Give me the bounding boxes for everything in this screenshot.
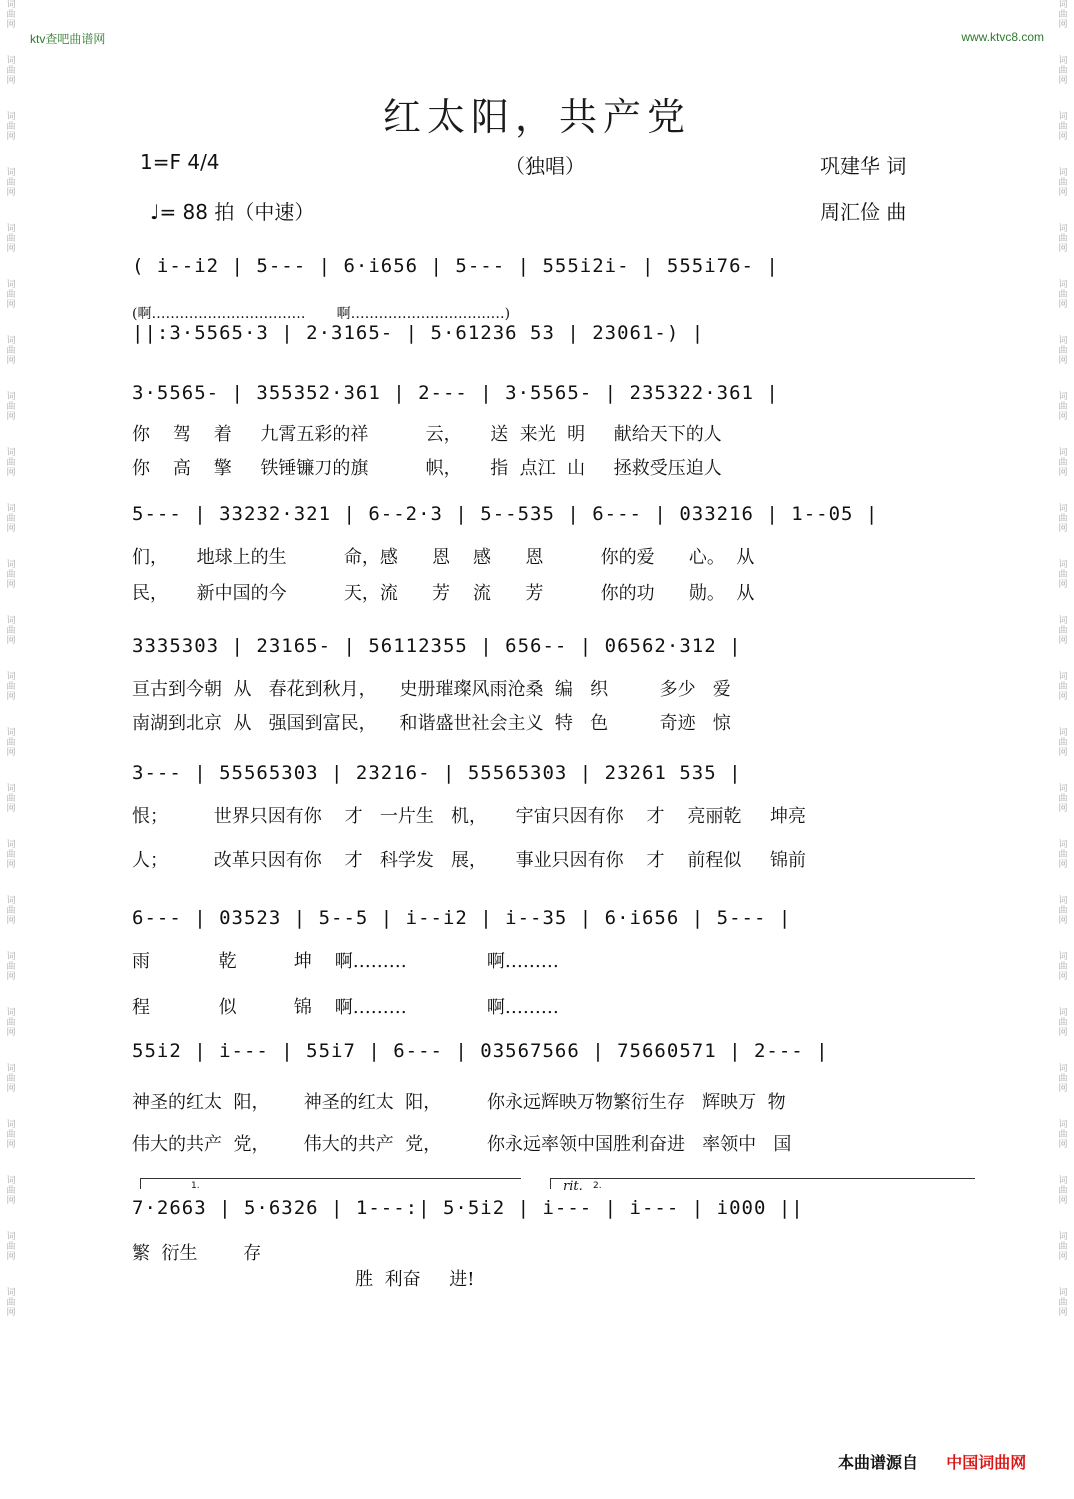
watermark-glyph: 词 曲 网: [1058, 336, 1068, 366]
lyric-line: 恨； 世界只因有你 才 一片生 机， 宇宙只因有你 才 亮丽乾 坤亮: [132, 806, 806, 827]
music-line: ||:3·5565·3 | 2·3165- | 5·61236 53 | 23061-) |: [132, 322, 705, 344]
watermark-left: [4, 0, 18, 1344]
performance-type: （独唱）: [505, 154, 585, 178]
lyricist-credit: 巩建华 词: [820, 154, 907, 178]
watermark-glyph: 词 曲 网: [6, 1176, 16, 1206]
watermark-glyph: 词 曲 网: [1058, 168, 1068, 198]
tempo-marking: [150, 196, 314, 225]
watermark-glyph: 词 曲 网: [6, 280, 16, 310]
second-ending-label: 2.: [593, 1181, 602, 1191]
watermark-glyph: 词 曲 网: [1058, 1120, 1068, 1150]
watermark-glyph: 词 曲 网: [1058, 1288, 1068, 1318]
watermark-glyph: 词 曲 网: [6, 448, 16, 478]
lyric-line: 伟大的共产 党， 伟大的共产 党， 你永远率领中国胜利奋进 率领中 国: [132, 1134, 792, 1155]
music-line: 3335303 | 23165- | 56112355 | 656-- | 06562·312 |: [132, 635, 742, 657]
watermark-glyph: 词 曲 网: [1058, 224, 1068, 254]
lyric-line: (啊…………………………… 啊……………………………): [132, 306, 511, 322]
watermark-glyph: 词 曲 网: [1058, 504, 1068, 534]
watermark-glyph: 词 曲 网: [1058, 784, 1068, 814]
watermark-glyph: 词 曲 网: [1058, 896, 1068, 926]
watermark-glyph: 词 曲 网: [6, 168, 16, 198]
watermark-glyph: 词 曲 网: [6, 1064, 16, 1094]
watermark-glyph: 词 曲 网: [6, 112, 16, 142]
watermark-glyph: 词 曲 网: [6, 0, 16, 30]
watermark-glyph: 词 曲 网: [1058, 112, 1068, 142]
footer-source: [838, 1450, 1026, 1473]
music-line: 3--- | 55565303 | 23216- | 55565303 | 23261 535 |: [132, 762, 742, 784]
second-ending-bracket: [550, 1178, 975, 1194]
watermark-glyph: 词 曲 网: [6, 1232, 16, 1262]
lyric-line: 们， 地球上的生 命，感 恩 感 恩 你的爱 心。 从: [132, 547, 755, 568]
header-site-left[interactable]: ktv查吧曲谱网: [30, 32, 106, 46]
watermark-glyph: 词 曲 网: [1058, 840, 1068, 870]
music-line: 3·5565- | 355352·361 | 2--- | 3·5565- | 235322·361 |: [132, 382, 779, 404]
watermark-glyph: 词 曲 网: [1058, 1008, 1068, 1038]
music-line: 55i2 | i--- | 55i7 | 6--- | 03567566 | 75660571 | 2--- |: [132, 1040, 829, 1062]
lyric-line: 人； 改革只因有你 才 科学发 展， 事业只因有你 才 前程似 锦前: [132, 850, 806, 871]
watermark-glyph: 词 曲 网: [6, 1120, 16, 1150]
watermark-glyph: 词 曲 网: [6, 784, 16, 814]
watermark-glyph: 词 曲 网: [6, 728, 16, 758]
watermark-glyph: 词 曲 网: [1058, 1232, 1068, 1262]
watermark-glyph: 词 曲 网: [6, 560, 16, 590]
header-site-right[interactable]: www.ktvc8.com: [961, 30, 1044, 44]
ritardando-mark: rit.: [563, 1179, 583, 1194]
watermark-glyph: 词 曲 网: [1058, 1176, 1068, 1206]
footer-source-label: 本曲谱源自: [838, 1453, 919, 1472]
music-line: 6--- | 03523 | 5--5 | i--i2 | i--35 | 6·i656 | 5--- |: [132, 907, 792, 929]
composer-credit: 周汇俭 曲: [820, 200, 907, 224]
watermark-glyph: 词 曲 网: [6, 840, 16, 870]
music-line: ( i--i2 | 5--- | 6·i656 | 5--- | 555i2i- | 555i76- |: [132, 255, 779, 277]
watermark-glyph: 词 曲 网: [1058, 616, 1068, 646]
watermark-glyph: 词 曲 网: [1058, 448, 1068, 478]
watermark-glyph: 词 曲 网: [1058, 672, 1068, 702]
watermark-glyph: 词 曲 网: [6, 336, 16, 366]
watermark-glyph: 词 曲 网: [6, 224, 16, 254]
first-ending-bracket: [140, 1178, 521, 1189]
footer-source-site[interactable]: 中国词曲网: [946, 1453, 1027, 1472]
watermark-glyph: 词 曲 网: [1058, 0, 1068, 30]
watermark-glyph: 词 曲 网: [6, 616, 16, 646]
lyric-line: 你 高 擎 铁锤镰刀的旗 帜， 指 点江 山 拯救受压迫人: [132, 458, 722, 479]
watermark-glyph: 词 曲 网: [6, 1008, 16, 1038]
first-ending-label: 1.: [191, 1181, 200, 1191]
music-line: 5--- | 33232·321 | 6--2·3 | 5--535 | 6--- | 033216 | 1--05 |: [132, 503, 879, 525]
watermark-glyph: 词 曲 网: [6, 952, 16, 982]
watermark-glyph: 词 曲 网: [1058, 1064, 1068, 1094]
quarter-note-icon: ♩: [150, 200, 160, 224]
watermark-glyph: 词 曲 网: [6, 1288, 16, 1318]
key-signature: 1=F 4/4: [140, 150, 220, 174]
lyric-line: 亘古到今朝 从 春花到秋月， 史册璀璨风雨沧桑 编 织 多少 爱: [132, 679, 731, 700]
lyric-line: 繁 衍生 存: [132, 1243, 262, 1264]
watermark-glyph: 词 曲 网: [1058, 392, 1068, 422]
watermark-glyph: 词 曲 网: [1058, 280, 1068, 310]
watermark-glyph: 词 曲 网: [6, 896, 16, 926]
lyric-line: 神圣的红太 阳， 神圣的红太 阳， 你永远辉映万物繁衍生存 辉映万 物: [132, 1092, 786, 1113]
page-title: 红太阳，共产党: [382, 95, 691, 139]
lyric-line: 南湖到北京 从 强国到富民， 和谐盛世社会主义 特 色 奇迹 惊: [132, 713, 731, 734]
lyric-line: 雨 乾 坤 啊……… 啊………: [132, 951, 559, 972]
watermark-glyph: 词 曲 网: [6, 56, 16, 86]
watermark-glyph: 词 曲 网: [6, 504, 16, 534]
watermark-glyph: 词 曲 网: [6, 392, 16, 422]
lyric-line: 民， 新中国的今 天，流 芳 流 芳 你的功 勋。 从: [132, 583, 755, 604]
lyric-line: 程 似 锦 啊……… 啊………: [132, 997, 559, 1018]
watermark-glyph: 词 曲 网: [1058, 728, 1068, 758]
watermark-right: [1056, 0, 1070, 1344]
watermark-glyph: 词 曲 网: [6, 672, 16, 702]
tempo-text: = 88 拍（中速）: [159, 200, 315, 224]
watermark-glyph: 词 曲 网: [1058, 952, 1068, 982]
watermark-glyph: 词 曲 网: [1058, 560, 1068, 590]
music-line: 7·2663 | 5·6326 | 1---:| 5·5i2 | i--- | i--- | i000 ||: [132, 1197, 804, 1219]
lyric-line: 胜 利奋 进!: [132, 1269, 475, 1290]
lyric-line: 你 驾 着 九霄五彩的祥 云， 送 来光 明 献给天下的人: [132, 424, 722, 445]
watermark-glyph: 词 曲 网: [1058, 56, 1068, 86]
